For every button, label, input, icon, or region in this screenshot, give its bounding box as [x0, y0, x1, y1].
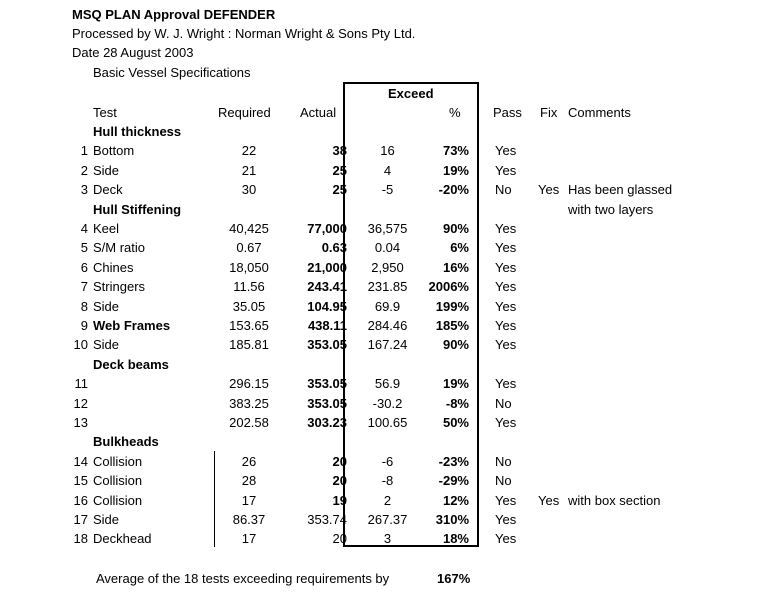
- exceed-diff: -6: [381, 454, 394, 469]
- exceed-percent: 90%: [442, 337, 469, 352]
- exceed-percent: 199%: [435, 299, 469, 314]
- actual-value: 77,000: [307, 221, 347, 236]
- exceed-percent: 185%: [435, 318, 469, 333]
- required-value: 86.37: [232, 512, 266, 527]
- comment-continuation: with two layers: [568, 202, 654, 217]
- col-header-required: Required: [218, 105, 271, 120]
- pass-status: Yes: [495, 512, 517, 527]
- col-header-exceed: Exceed: [388, 86, 434, 101]
- comment-text: with box section: [568, 493, 661, 508]
- col-header-actual: Actual: [300, 105, 337, 120]
- row-number: 16: [73, 493, 88, 508]
- pass-status: Yes: [495, 143, 517, 158]
- exceed-diff: 2,950: [371, 260, 404, 275]
- pass-status: Yes: [495, 299, 517, 314]
- exceed-diff: -5: [381, 182, 394, 197]
- pass-status: Yes: [495, 493, 517, 508]
- section-title: Deck beams: [93, 357, 169, 372]
- required-value: 296.15: [229, 376, 269, 391]
- col-header-test: Test: [93, 105, 117, 120]
- actual-value: 0.63: [321, 240, 347, 255]
- section-title: Hull Stiffening: [93, 202, 182, 217]
- fix-status: Yes: [538, 493, 560, 508]
- col-header-percent: %: [449, 105, 461, 120]
- pass-status: No: [495, 396, 512, 411]
- required-value: 0.67: [236, 240, 262, 255]
- exceed-diff: 2: [383, 493, 392, 508]
- exceed-diff: 284.46: [367, 318, 408, 333]
- exceed-percent: 18%: [442, 531, 469, 546]
- actual-value: 25: [332, 163, 347, 178]
- exceed-diff: 4: [383, 163, 392, 178]
- actual-value: 353.74: [307, 512, 347, 527]
- pass-status: Yes: [495, 376, 517, 391]
- row-name: Side: [93, 299, 120, 314]
- average-value: 167%: [437, 571, 471, 586]
- exceed-diff: 3: [383, 531, 392, 546]
- required-value: 17: [241, 531, 257, 546]
- pass-status: Yes: [495, 240, 517, 255]
- row-number: 7: [80, 279, 88, 294]
- row-name: Side: [93, 337, 120, 352]
- comment-text: Has been glassed: [568, 182, 673, 197]
- required-value: 185.81: [229, 337, 269, 352]
- row-number: 17: [73, 512, 88, 527]
- row-name: Chines: [93, 260, 134, 275]
- section-title: Hull thickness: [93, 124, 182, 139]
- required-value: 28: [241, 473, 257, 488]
- exceed-percent: 50%: [442, 415, 469, 430]
- required-value: 40,425: [229, 221, 269, 236]
- pass-status: Yes: [495, 318, 517, 333]
- row-number: 4: [80, 221, 88, 236]
- processed-by: Processed by W. J. Wright : Norman Wright & Sons Pty Ltd.: [72, 26, 416, 41]
- row-number: 9: [80, 318, 88, 333]
- actual-value: 104.95: [307, 299, 347, 314]
- exceed-diff: 36,575: [367, 221, 408, 236]
- exceed-percent: 19%: [442, 163, 469, 178]
- col-header-comments: Comments: [568, 105, 631, 120]
- pass-status: Yes: [495, 531, 517, 546]
- exceed-percent: 73%: [442, 143, 469, 158]
- required-value: 153.65: [229, 318, 269, 333]
- actual-value: 20: [332, 531, 347, 546]
- exceed-percent: -8%: [445, 396, 469, 411]
- exceed-percent: -23%: [438, 454, 469, 469]
- row-number: 6: [80, 260, 88, 275]
- row-name: Bottom: [93, 143, 135, 158]
- actual-value: 38: [332, 143, 347, 158]
- exceed-diff: -8: [381, 473, 394, 488]
- actual-value: 353.05: [307, 337, 347, 352]
- exceed-percent: 19%: [442, 376, 469, 391]
- exceed-percent: -29%: [438, 473, 469, 488]
- row-name: Collision: [93, 473, 143, 488]
- required-value: 22: [241, 143, 257, 158]
- required-value: 383.25: [229, 396, 269, 411]
- exceed-diff: 167.24: [367, 337, 408, 352]
- pass-status: No: [495, 454, 512, 469]
- pass-status: Yes: [495, 337, 517, 352]
- row-name: Deck: [93, 182, 123, 197]
- pass-status: Yes: [495, 163, 517, 178]
- document-date: Date 28 August 2003: [72, 45, 194, 60]
- actual-value: 243.41: [307, 279, 347, 294]
- document-subtitle: Basic Vessel Specifications: [93, 65, 251, 80]
- row-name: Deckhead: [93, 531, 152, 546]
- actual-value: 21,000: [307, 260, 347, 275]
- exceed-diff: 231.85: [367, 279, 408, 294]
- row-number: 2: [80, 163, 88, 178]
- col-header-fix: Fix: [540, 105, 558, 120]
- required-value: 35.05: [232, 299, 266, 314]
- exceed-percent: 310%: [435, 512, 469, 527]
- row-number: 13: [73, 415, 88, 430]
- exceed-diff: 100.65: [367, 415, 408, 430]
- required-value: 18,050: [229, 260, 269, 275]
- row-number: 15: [73, 473, 88, 488]
- exceed-diff: 0.04: [374, 240, 401, 255]
- exceed-percent: 6%: [450, 240, 469, 255]
- required-value: 202.58: [229, 415, 269, 430]
- row-name: Collision: [93, 454, 143, 469]
- row-number: 14: [73, 454, 88, 469]
- exceed-diff: 56.9: [374, 376, 401, 391]
- actual-value: 303.23: [307, 415, 347, 430]
- row-number: 3: [80, 182, 88, 197]
- row-number: 12: [73, 396, 88, 411]
- document-title: MSQ PLAN Approval DEFENDER: [72, 7, 276, 22]
- row-name: Side: [93, 163, 120, 178]
- row-number: 1: [80, 143, 88, 158]
- exceed-percent: 2006%: [428, 279, 469, 294]
- required-value: 30: [241, 182, 257, 197]
- fix-status: Yes: [538, 182, 560, 197]
- row-number: 11: [74, 376, 88, 391]
- row-name: Web Frames: [93, 318, 171, 333]
- actual-value: 353.05: [307, 376, 347, 391]
- actual-value: 353.05: [307, 396, 347, 411]
- pass-status: Yes: [495, 260, 517, 275]
- row-name: S/M ratio: [93, 240, 146, 255]
- exceed-percent: 16%: [442, 260, 469, 275]
- actual-value: 25: [332, 182, 347, 197]
- actual-value: 20: [332, 473, 347, 488]
- required-value: 26: [241, 454, 257, 469]
- exceed-percent: -20%: [438, 182, 469, 197]
- row-number: 5: [80, 240, 88, 255]
- exceed-percent: 90%: [442, 221, 469, 236]
- actual-value: 438.11: [307, 318, 347, 333]
- exceed-percent: 12%: [442, 493, 469, 508]
- col-header-pass: Pass: [493, 105, 522, 120]
- required-value: 11.56: [233, 279, 265, 294]
- average-label: Average of the 18 tests exceeding requirements by: [96, 571, 390, 586]
- row-name: Collision: [93, 493, 143, 508]
- section-title: Bulkheads: [93, 434, 159, 449]
- row-name: Stringers: [93, 279, 146, 294]
- row-name: Keel: [93, 221, 120, 236]
- actual-value: 20: [332, 454, 347, 469]
- pass-status: Yes: [495, 415, 517, 430]
- exceed-diff: 267.37: [367, 512, 408, 527]
- exceed-diff: -30.2: [372, 396, 403, 411]
- row-number: 10: [73, 337, 88, 352]
- exceed-diff: 16: [380, 143, 395, 158]
- required-value: 17: [241, 493, 257, 508]
- actual-value: 19: [332, 493, 347, 508]
- pass-status: Yes: [495, 221, 517, 236]
- row-number: 18: [73, 531, 88, 546]
- row-number: 8: [80, 299, 88, 314]
- required-value: 21: [241, 163, 257, 178]
- pass-status: Yes: [495, 279, 517, 294]
- pass-status: No: [495, 473, 512, 488]
- exceed-diff: 69.9: [374, 299, 401, 314]
- row-name: Side: [93, 512, 120, 527]
- pass-status: No: [495, 182, 512, 197]
